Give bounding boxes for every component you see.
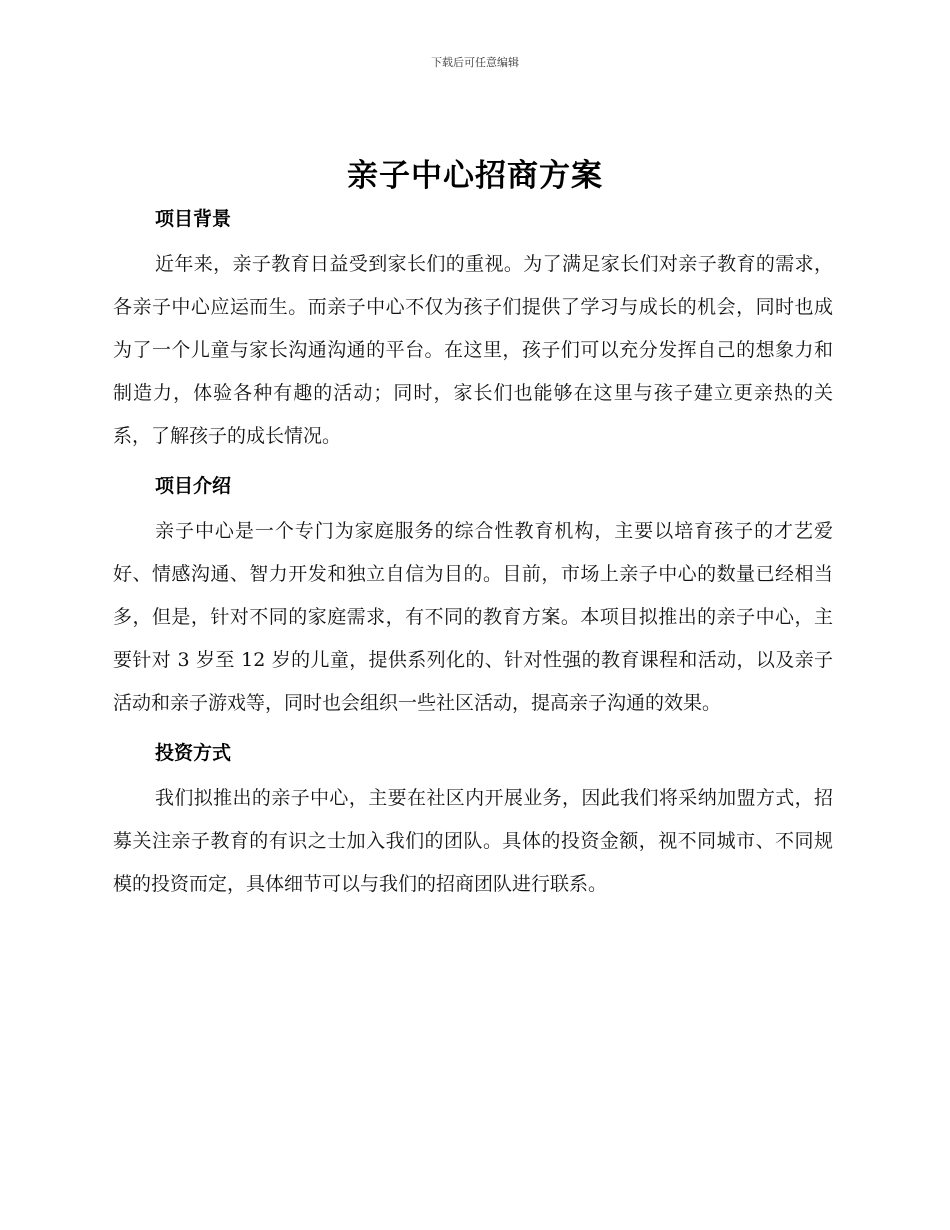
document-body [113,203,833,916]
section-body-introduction: 亲子中心是一个专门为家庭服务的综合性教育机构，主要以培育孩子的才艺爱好、情感沟通、智力开发和独立自信为目的。目前，市场上亲子中心的数量已经相当多，但是，针对不同的家庭需求，有不同的教育方案。本项目拟推出的亲子中心，主要针对 3 岁至 12 岁的儿童，提供系列化的、针对性强的教育课程和活动，以及亲子活动和亲子游戏等，同时也会组织一些社区活动，提高亲子沟通的效果。 [113,520,833,714]
section-heading-introduction: 项目介绍 [155,475,232,497]
document-title: 亲子中心招商方案 [347,158,603,194]
section-heading-background: 项目背景 [155,208,232,230]
section-heading-investment: 投资方式 [155,742,232,764]
section-body-background: 近年来，亲子教育日益受到家长们的重视。为了满足家长们对亲子教育的需求，各亲子中心应运而生。而亲子中心不仅为孩子们提供了学习与成长的机会，同时也成为了一个儿童与家长沟通沟通的平台。在这里，孩子们可以充分发挥自己的想象力和制造力，体验各种有趣的活动；同时，家长们也能够在这里与孩子建立更亲热的关系，了解孩子的成长情况。 [113,253,833,447]
header-note: 下载后可任意编辑 [431,56,519,69]
section-body-investment: 我们拟推出的亲子中心，主要在社区内开展业务，因此我们将采纳加盟方式，招募关注亲子教育的有识之士加入我们的团队。具体的投资金额，视不同城市、不同规模的投资而定，具体细节可以与我们的招商团队进行联系。 [113,787,833,895]
